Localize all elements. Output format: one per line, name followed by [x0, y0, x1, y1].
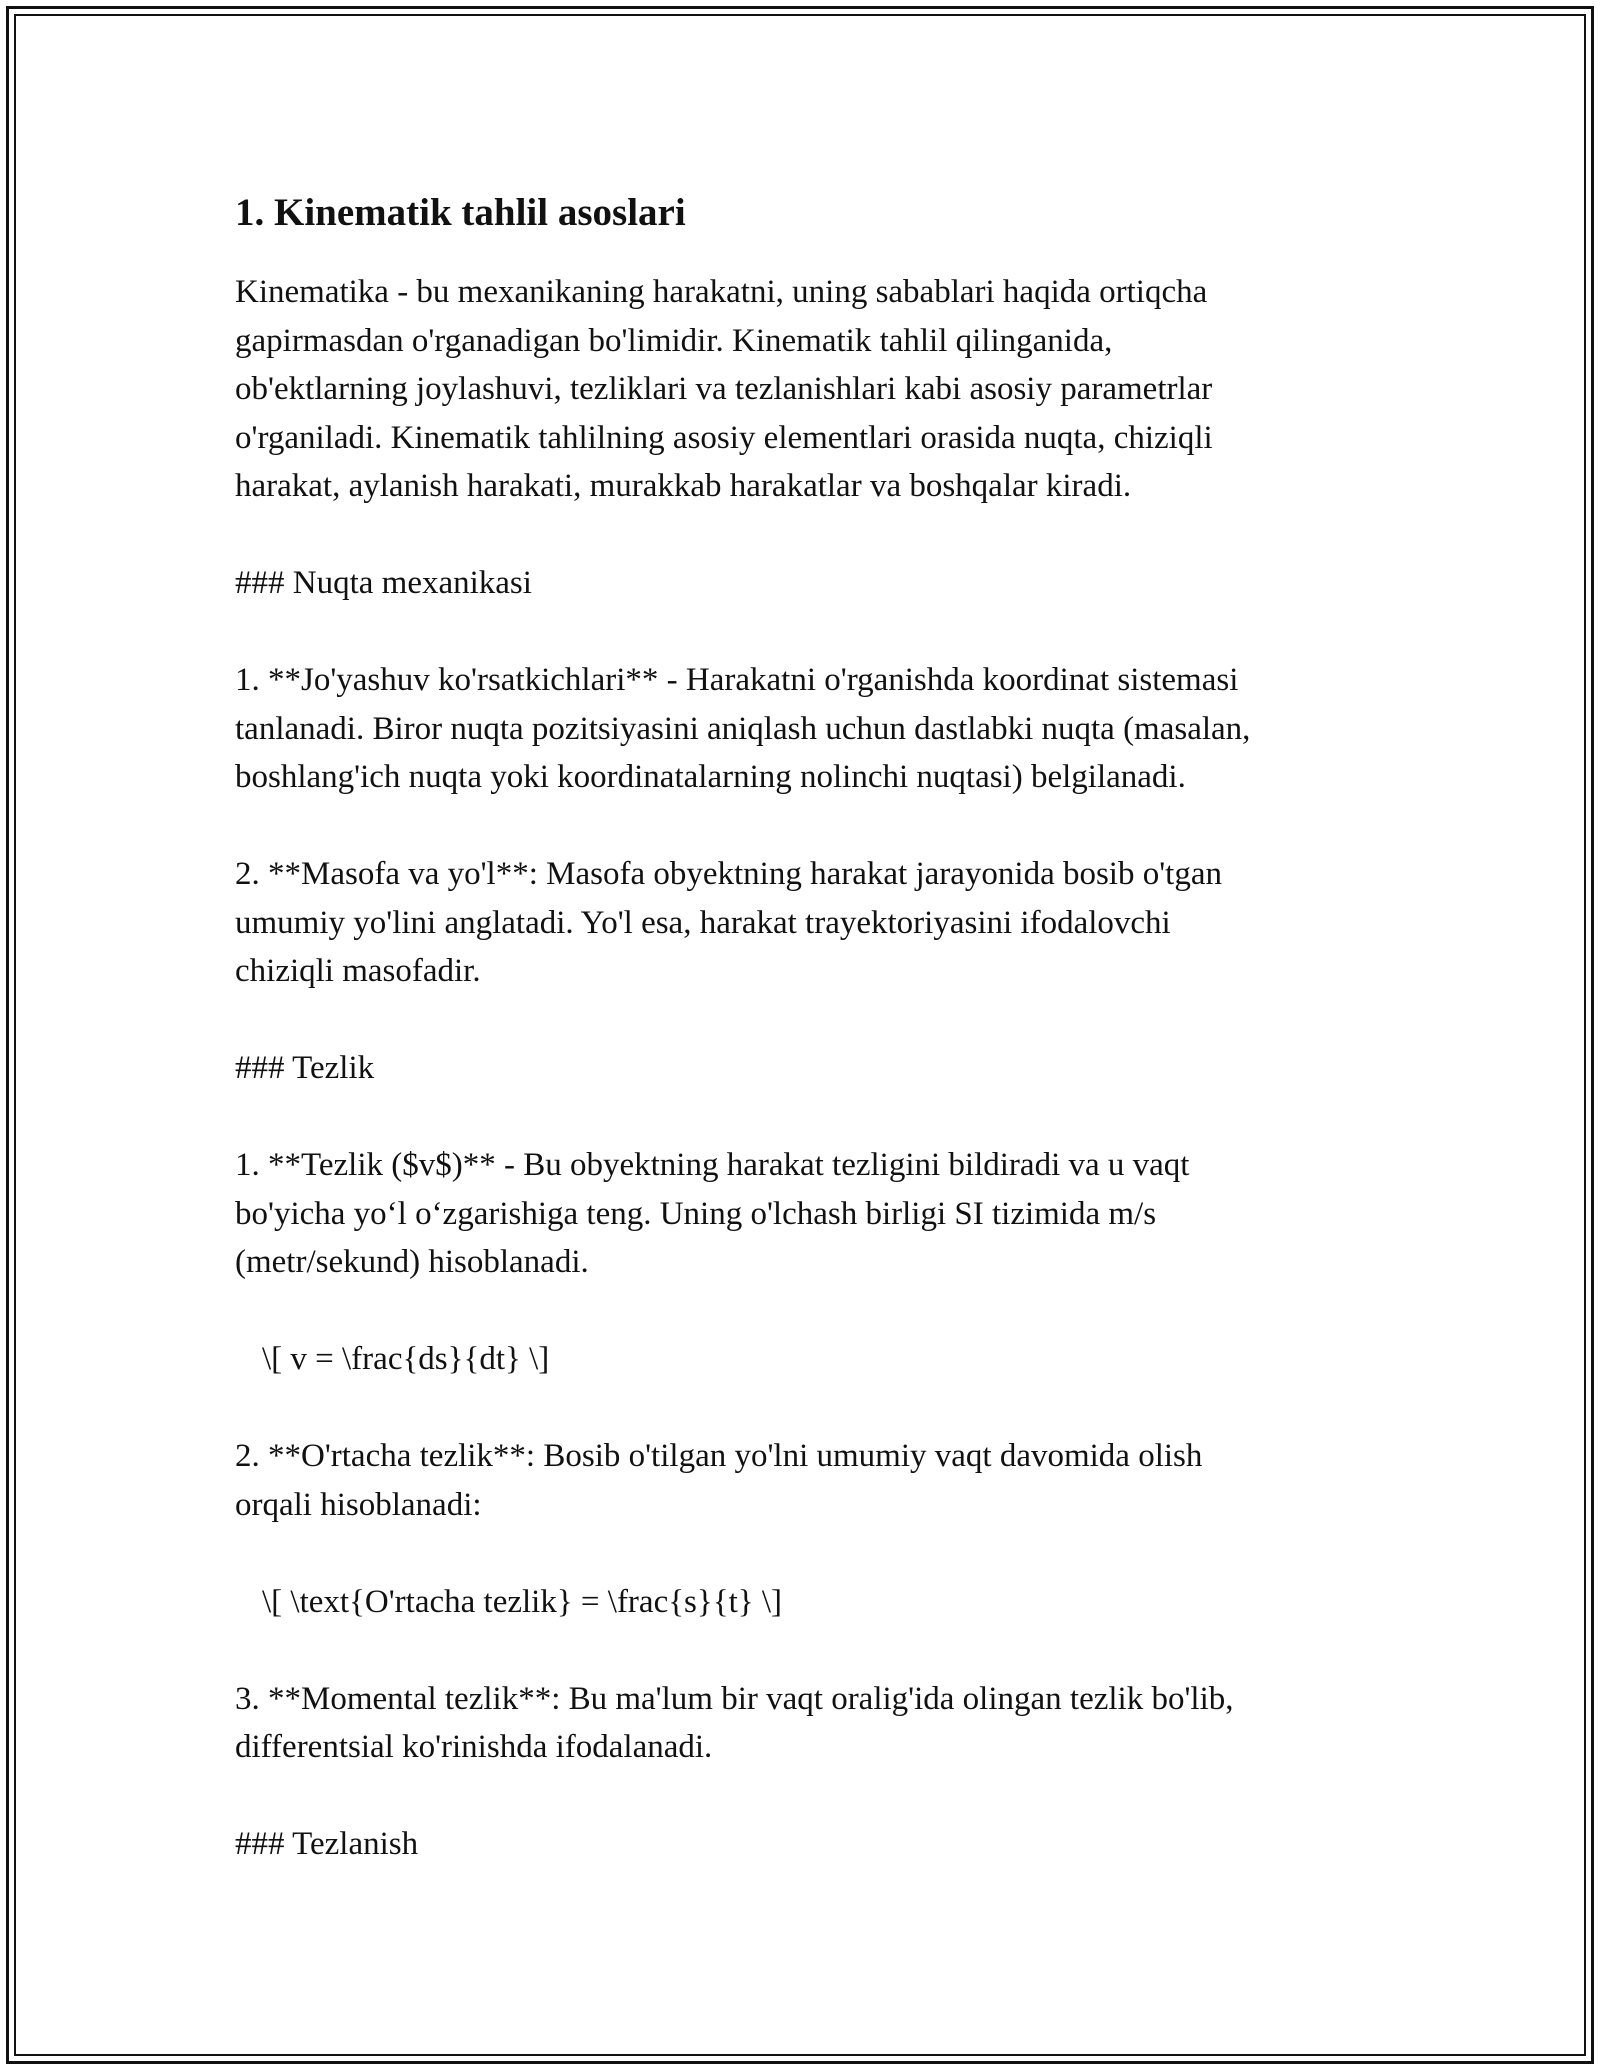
list-item-momental-tezlik: 3. **Momental tezlik**: Bu ma'lum bir vaqt oralig'ida olingan tezlik bo'lib, differentsial ko'rinishda ifodalanadi.: [235, 1680, 1234, 1765]
section-heading-tezlik: ### Tezlik: [235, 1050, 375, 1086]
list-item-masofa: 2. **Masofa va yo'l**: Masofa obyektning harakat jarayonida bosib o'tgan umumiy yo'lini anglatadi. Yo'l esa, harakat trayektoriyasini ifodalovchi chiziqli masofadir.: [235, 856, 1222, 989]
intro-paragraph: Kinematika - bu mexanikaning harakatni, uning sabablari haqida ortiqcha gapirmasdan o'rganadigan bo'limidir. Kinematik tahlil qilinganida, ob'ektlarning joylashuvi, tezliklari va tezlanishlari kabi asosiy parametrlar o'rganiladi. Kinematik tahlilning asosiy elementlari orasida nuqta, chiziqli harakat, aylanish harakati, murakkab harakatlar va boshqalar kiradi.: [235, 274, 1213, 504]
list-item-tezlik: 1. **Tezlik ($v$)** - Bu obyektning harakat tezligini bildiradi va u vaqt bo'yicha yo‘l o‘zgarishiga teng. Uning o'lchash birligi SI tizimida m/s (metr/sekund) hisoblanadi.: [235, 1147, 1190, 1280]
list-item-joyashuv: 1. **Jo'yashuv ko'rsatkichlari** - Harakatni o'rganishda koordinat sistemasi tanlanadi. Biror nuqta pozitsiyasini aniqlash uchun dastlabki nuqta (masalan, boshlang'ich nuqta yoki koordinatalarning nolinchi nuqtasi) belgilanadi.: [235, 662, 1251, 795]
formula-average-velocity: \[ \text{O'rtacha tezlik} = \frac{s}{t} \]: [262, 1583, 782, 1620]
document-title: 1. Kinematik tahlil asoslari: [235, 191, 686, 234]
formula-velocity: \[ v = \frac{ds}{dt} \]: [262, 1341, 550, 1377]
section-heading-nuqta-mexanikasi: ### Nuqta mexanikasi: [235, 565, 532, 601]
document-body: [235, 185, 1395, 1869]
list-item-ortacha-tezlik: 2. **O'rtacha tezlik**: Bosib o'tilgan yo'lni umumiy vaqt davomida olish orqali hisoblanadi:: [235, 1438, 1203, 1523]
section-heading-tezlanish: ### Tezlanish: [235, 1826, 419, 1862]
